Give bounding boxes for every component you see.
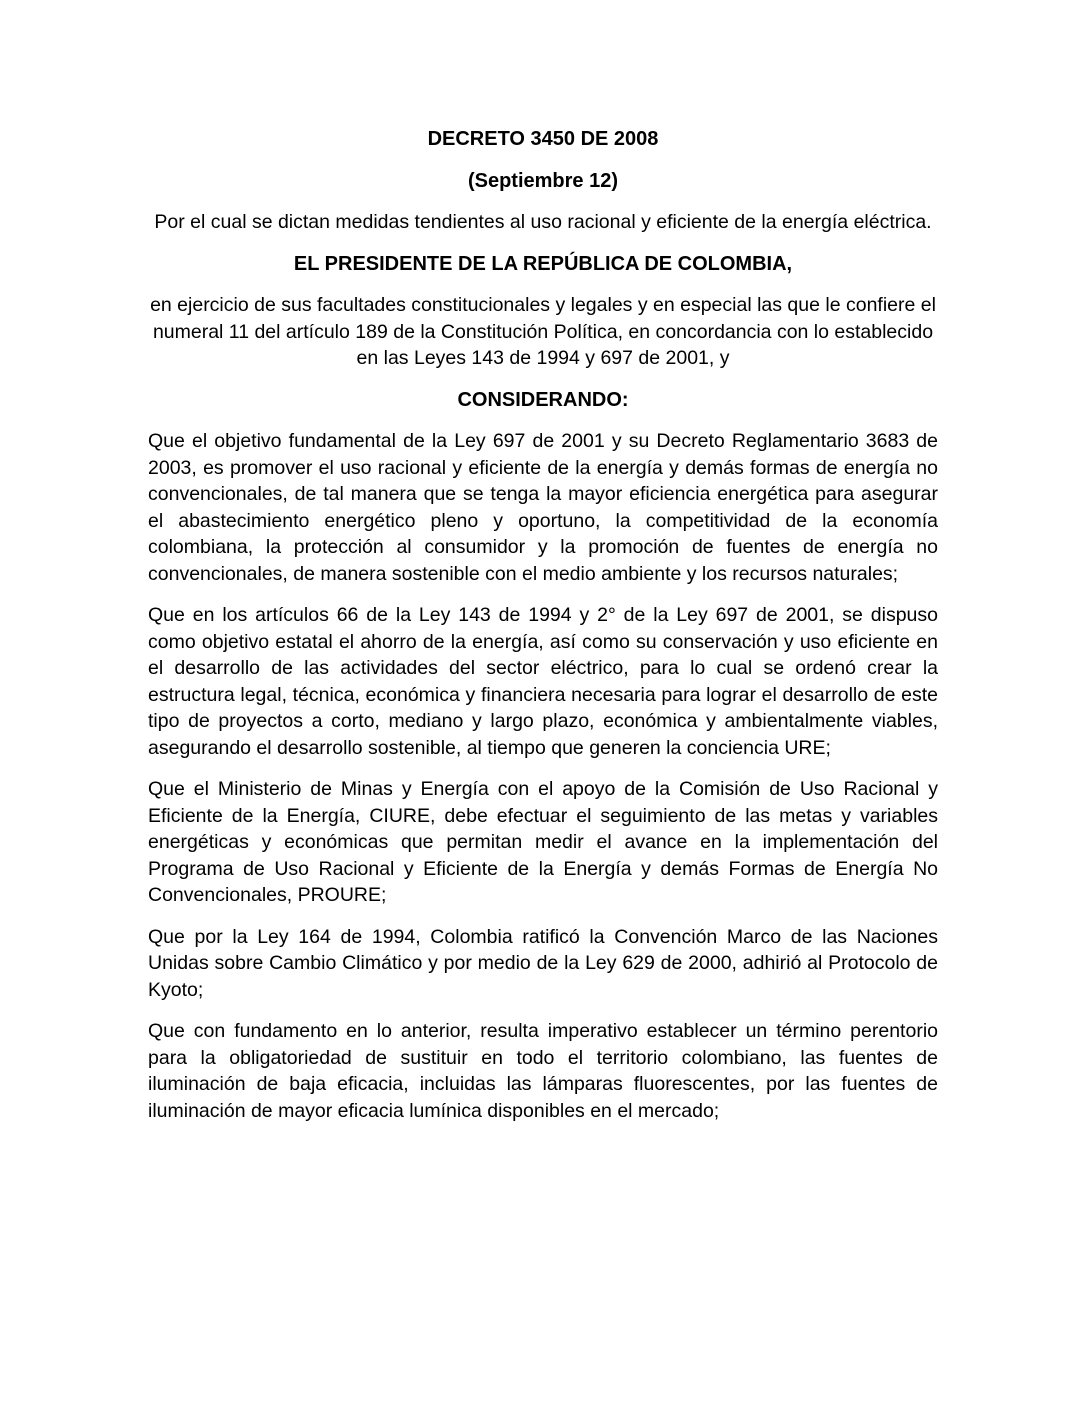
considering-paragraph: Que el Ministerio de Minas y Energía con el apoyo de la Comisión de Uso Racional y Eficiente de la Energía, CIURE, debe efectuar el seguimiento de las metas y variables energéticas y económicas que permitan medir el avance en la implementación del Programa de Uso Racional y Eficiente de la Energía y demás Formas de Energía No Convencionales, PROURE; xyxy=(148,778,938,906)
document-date: (Septiembre 12) xyxy=(467,169,619,192)
considering-heading: CONSIDERANDO: xyxy=(457,388,629,411)
document-title: DECRETO 3450 DE 2008 xyxy=(427,128,659,150)
considering-paragraphs xyxy=(148,428,938,1124)
considering-paragraph: Que el objetivo fundamental de la Ley 697 de 2001 y su Decreto Reglamentario 3683 de 2003, es promover el uso racional y eficiente de la energía y demás formas de energía no convencionales, de tal manera que se tenga la mayor eficiencia energética para asegurar el abastecimiento energético pleno y oportuno, la competitividad de la economía colombiana, la protección al consumidor y la promoción de fuentes de energía no convencionales, de manera sostenible con el medio ambiente y los recursos naturales; xyxy=(148,430,938,585)
considering-paragraph: Que en los artículos 66 de la Ley 143 de 1994 y 2° de la Ley 697 de 2001, se dispuso como objetivo estatal el ahorro de la energía, así como su conservación y uso eficiente en el desarrollo de las actividades del sector eléctrico, para lo cual se ordenó crear la estructura legal, técnica, económica y financiera necesaria para lograr el desarrollo de este tipo de proyectos a corto, mediano y largo plazo, económica y ambientalmente viables, asegurando el desarrollo sostenible, al tiempo que generen la conciencia URE; xyxy=(148,604,938,759)
considering-paragraph: Que con fundamento en lo anterior, resulta imperativo establecer un término perentorio para la obligatoriedad de sustituir en todo el territorio colombiano, las fuentes de iluminación de baja eficacia, incluidas las lámparas fluorescentes, por las fuentes de iluminación de mayor eficacia lumínica disponibles en el mercado; xyxy=(148,1020,938,1122)
preamble-text: en ejercicio de sus facultades constitucionales y legales y en especial las que le confiere el numeral 11 del artículo 189 de la Constitución Política, en concordancia con lo establecido en las Leyes 143 de 1994 y 697 de 2001, y xyxy=(150,294,936,369)
document-subject: Por el cual se dictan medidas tendientes al uso racional y eficiente de la energía eléctrica. xyxy=(154,211,932,233)
considering-paragraph: Que por la Ley 164 de 1994, Colombia ratificó la Convención Marco de las Naciones Unidas sobre Cambio Climático y por medio de la Ley 629 de 2000, adhirió al Protocolo de Kyoto; xyxy=(148,925,938,1001)
issuer-heading: EL PRESIDENTE DE LA REPÚBLICA DE COLOMBIA, xyxy=(293,252,793,275)
